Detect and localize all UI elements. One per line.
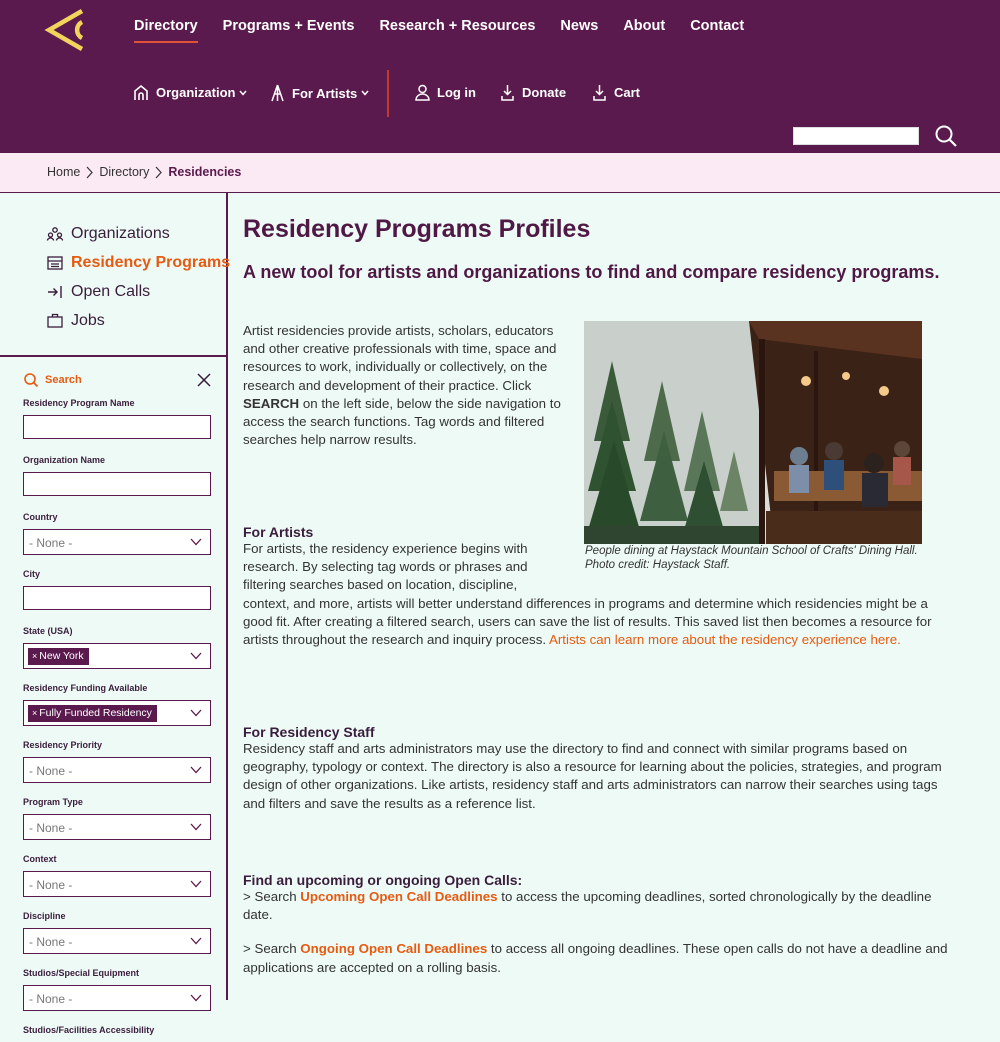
for-artists-menu[interactable] — [270, 84, 369, 102]
search-icon — [23, 372, 39, 388]
login-link[interactable] — [415, 84, 476, 101]
page-title: Residency Programs Profiles — [243, 215, 591, 243]
field-studios — [23, 968, 213, 1011]
nav-contact[interactable]: Contact — [690, 18, 745, 34]
close-icon[interactable] — [195, 371, 213, 389]
side-nav — [47, 219, 230, 335]
country-select[interactable] — [23, 529, 211, 555]
ongoing-deadlines-desc: to access all ongoing deadlines. These open calls do not have a deadline and applications are accepted on a rolling basis. — [243, 941, 948, 975]
filter-search-toggle[interactable] — [23, 372, 82, 388]
for-staff-text: Residency staff and arts administrators may use the directory to find and connect with similar programs based on geography, typology or context. The directory is also a resource for learning about the policies, strategies, and program design of other organizations. Like artists, residency staff and arts administrators can narrow their searches using tags and filters and save the results as a reference list. — [243, 741, 942, 811]
funding-label: Residency Funding Available — [23, 683, 148, 693]
discipline-value: - None - — [29, 935, 73, 949]
for-artists-section — [243, 524, 943, 649]
site-logo-icon[interactable] — [44, 8, 86, 52]
chevron-down-icon — [190, 766, 202, 774]
artists-learn-more-link[interactable]: Artists can learn more about the residency experience here. — [549, 632, 901, 648]
photo-caption: People dining at Haystack Mountain School of Crafts' Dining Hall. Photo credit: Haystack Staff. — [585, 545, 918, 571]
donate-link[interactable] — [500, 84, 566, 101]
nav-directory[interactable]: Directory — [134, 18, 198, 38]
briefcase-icon — [47, 313, 63, 328]
program-type-value: - None - — [29, 821, 73, 835]
chevron-down-icon — [361, 90, 369, 96]
chevron-down-icon — [190, 709, 202, 717]
chevron-right-icon — [85, 166, 94, 179]
priority-value: - None - — [29, 764, 73, 778]
accessibility-label: Studios/Facilities Accessibility — [23, 1025, 155, 1035]
search-filter-panel — [23, 369, 213, 1042]
chevron-down-icon — [190, 880, 202, 888]
studios-select[interactable] — [23, 985, 211, 1011]
field-discipline — [23, 911, 213, 954]
program-name-label: Residency Program Name — [23, 398, 135, 408]
city-input[interactable] — [23, 586, 211, 610]
field-accessibility — [23, 1025, 213, 1036]
organization-label: Organization — [156, 85, 236, 100]
state-tag[interactable] — [28, 648, 89, 665]
sidebar-item-label: Organizations — [71, 224, 170, 242]
breadcrumb-home[interactable]: Home — [47, 165, 81, 179]
field-state — [23, 626, 213, 669]
for-staff-section — [243, 724, 953, 813]
intro-text-start: Artist residencies provide artists, scholars, educators and other creative professionals with time, space and resources to work, individually or collectively, on the research and development of their practice. Click — [243, 323, 557, 393]
easel-icon — [270, 84, 285, 102]
funding-tag-label: Fully Funded Residency — [39, 707, 152, 719]
sidebar-item-organizations[interactable] — [47, 219, 230, 248]
field-context — [23, 854, 213, 897]
field-org-name — [23, 455, 213, 512]
download-tray-icon — [500, 84, 515, 101]
secondary-nav — [0, 84, 1000, 104]
upcoming-deadlines-link[interactable]: Upcoming Open Call Deadlines — [300, 889, 498, 904]
search-prefix: > Search — [243, 941, 301, 957]
cart-label: Cart — [614, 85, 641, 100]
chevron-down-icon — [239, 90, 247, 96]
ongoing-deadlines-link[interactable]: Ongoing Open Call Deadlines — [300, 941, 488, 957]
house-icon — [133, 84, 149, 101]
upcoming-deadlines-desc: to access the upcoming deadlines, sorted chronologically by the deadline date. — [243, 889, 932, 923]
people-icon — [47, 227, 63, 241]
for-artists-line-3: filtering searches based on location, discipline, — [243, 577, 518, 593]
search-prefix: > Search — [243, 889, 301, 904]
chevron-down-icon — [190, 994, 202, 1002]
sidebar-item-label: Residency Programs — [71, 253, 231, 271]
download-tray-icon — [592, 84, 607, 101]
filter-title: Search — [45, 374, 82, 386]
open-calls-heading: Find an upcoming or ongoing Open Calls: — [243, 872, 523, 888]
dining-hall-photo-image — [584, 321, 922, 544]
context-label: Context — [23, 854, 57, 864]
context-value: - None - — [29, 878, 73, 892]
intro-paragraph — [243, 322, 563, 449]
discipline-select[interactable] — [23, 928, 211, 954]
studios-label: Studios/Special Equipment — [23, 968, 140, 978]
nav-research-resources[interactable]: Research + Resources — [379, 18, 536, 34]
sidebar — [0, 193, 231, 1035]
breadcrumb-current: Residencies — [168, 165, 242, 179]
country-label: Country — [23, 512, 58, 522]
open-calls-section — [243, 872, 953, 993]
field-priority — [23, 740, 213, 783]
chevron-down-icon — [190, 652, 202, 660]
sidebar-item-label: Open Calls — [71, 282, 151, 300]
for-artists-line-1: For artists, the residency experience begins with — [243, 541, 528, 556]
priority-select[interactable] — [23, 757, 211, 783]
login-label: Log in — [437, 85, 476, 100]
for-artists-rest: context, and more, artists will better understand differences in programs and determine which residencies might be a good fit. After creating a filtered search, users can save the list of results. This saved list then becomes a resource for artists throughout the research and inquiry process. — [243, 595, 932, 648]
nav-about[interactable]: About — [623, 18, 666, 34]
breadcrumb — [47, 165, 241, 179]
for-staff-heading: For Residency Staff — [243, 724, 375, 740]
chevron-down-icon — [190, 538, 202, 546]
nav-news[interactable]: News — [560, 18, 599, 34]
header-search-input[interactable] — [793, 127, 919, 145]
donate-label: Donate — [522, 85, 567, 100]
context-select[interactable] — [23, 871, 211, 897]
for-artists-line-2: research. By selecting tag words or phrases and — [243, 559, 528, 575]
breadcrumb-directory[interactable]: Directory — [99, 165, 150, 179]
building-icon — [47, 256, 63, 270]
organization-menu[interactable] — [133, 84, 247, 101]
search-icon[interactable] — [934, 124, 958, 148]
field-funding — [23, 683, 213, 726]
ongoing-deadlines-text — [243, 940, 953, 976]
org-name-label: Organization Name — [23, 455, 106, 465]
primary-nav — [134, 18, 769, 38]
tag-remove-icon[interactable]: × — [32, 708, 38, 718]
priority-label: Residency Priority — [23, 740, 103, 750]
state-label: State (USA) — [23, 626, 73, 636]
funding-select[interactable] — [23, 700, 211, 726]
for-artists-label: For Artists — [292, 85, 358, 101]
site-header — [0, 0, 1000, 153]
field-program-type — [23, 797, 213, 840]
sidebar-item-residency-programs[interactable] — [47, 248, 230, 277]
city-label: City — [23, 569, 41, 579]
field-country — [23, 512, 213, 555]
state-tag-label: New York — [39, 650, 84, 662]
nav-divider — [387, 70, 389, 117]
tag-remove-icon[interactable]: × — [32, 651, 38, 661]
field-city — [23, 569, 213, 626]
sidebar-divider — [0, 355, 226, 357]
user-icon — [415, 84, 430, 101]
filter-header — [23, 369, 213, 391]
field-program-name — [23, 398, 213, 455]
sidebar-item-jobs[interactable] — [47, 306, 230, 335]
program-type-select[interactable] — [23, 814, 211, 840]
for-artists-heading: For Artists — [243, 524, 314, 540]
breadcrumb-bar — [0, 153, 1000, 193]
chevron-down-icon — [190, 937, 202, 945]
page-subtitle: A new tool for artists and organizations to find and compare residency programs. — [243, 262, 940, 282]
sidebar-item-open-calls[interactable] — [47, 277, 230, 306]
studios-value: - None - — [29, 992, 73, 1006]
program-type-label: Program Type — [23, 797, 83, 807]
state-select[interactable] — [23, 643, 211, 669]
program-name-input[interactable] — [23, 415, 211, 439]
country-value: - None - — [29, 536, 73, 550]
arrow-in-icon — [47, 285, 63, 299]
for-artists-text — [243, 540, 943, 649]
org-name-input[interactable] — [23, 472, 211, 496]
chevron-down-icon — [190, 823, 202, 831]
discipline-label: Discipline — [23, 911, 66, 921]
funding-tag[interactable] — [28, 705, 157, 722]
upcoming-deadlines-text — [243, 888, 953, 924]
chevron-right-icon — [154, 166, 163, 179]
cart-link[interactable] — [592, 84, 640, 101]
intro-text-end: on the left side, below the side navigation to access the search functions. Tag words and filtered searches help narrow results. — [243, 395, 561, 448]
nav-programs-events[interactable]: Programs + Events — [222, 18, 355, 34]
intro-search-keyword: SEARCH — [243, 395, 300, 411]
dining-hall-photo — [584, 321, 922, 544]
sidebar-item-label: Jobs — [71, 311, 105, 329]
